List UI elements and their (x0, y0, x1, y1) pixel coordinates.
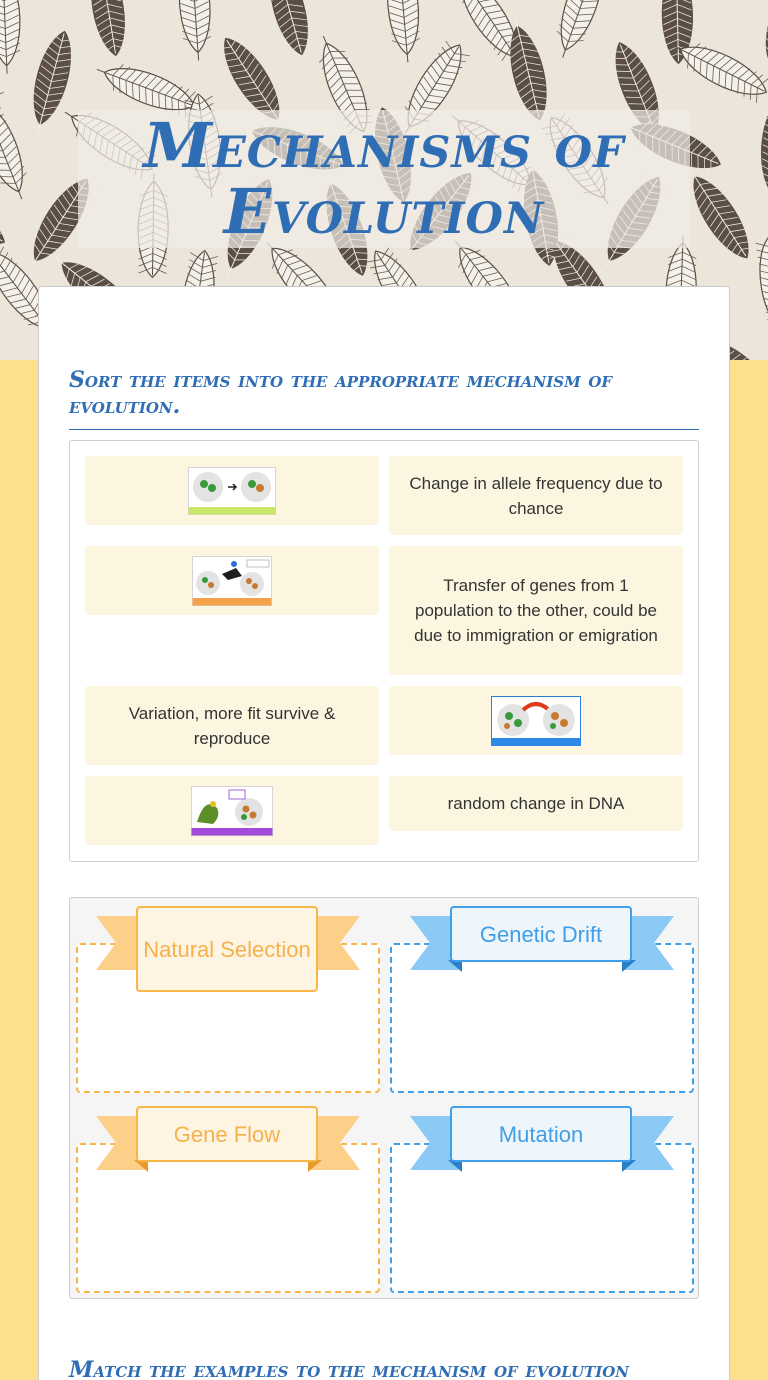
feather-shape (23, 28, 79, 136)
mutation-diagram-icon (188, 467, 276, 515)
draggable-item[interactable] (85, 776, 379, 845)
match-heading: Match the examples to the mechanism of evolution (69, 1357, 629, 1380)
feather-shape (753, 0, 768, 75)
worksheet (38, 286, 730, 1380)
category-label-genetic-drift: Genetic Drift (450, 906, 632, 962)
genetic-drift-diagram-icon (192, 556, 272, 606)
feather-shape (0, 97, 36, 205)
sort-categories-panel (69, 897, 699, 1299)
sort-heading: Sort the items into the appropriate mechanism of evolution. (69, 367, 613, 419)
category-label-mutation: Mutation (450, 1106, 632, 1162)
heading-divider (69, 429, 699, 430)
category-label-gene-flow: Gene Flow (136, 1106, 318, 1162)
feather-shape (260, 0, 317, 59)
draggable-item[interactable] (85, 456, 379, 525)
feather-shape (84, 0, 130, 58)
feather-shape (176, 0, 213, 61)
gene-flow-diagram-icon (491, 696, 581, 746)
feather-shape (759, 99, 768, 205)
item-text: Variation, more fit survive & reproduce (128, 703, 336, 748)
natural-selection-diagram-icon (191, 786, 273, 836)
item-text: Change in allele frequency due to chance (409, 473, 663, 518)
title-box (78, 110, 690, 248)
draggable-item[interactable] (389, 456, 683, 535)
item-text: Transfer of genes from 1 population to the other, could be due to immigration or emigration (414, 576, 658, 645)
feather-shape (384, 0, 423, 64)
category-label-natural-selection: Natural Selection (136, 906, 318, 992)
draggable-item[interactable] (389, 686, 683, 755)
item-text: random change in DNA (447, 794, 625, 813)
draggable-item[interactable] (85, 546, 379, 615)
page-title: Mechanisms of Evolution (143, 109, 625, 248)
sort-items-panel (69, 440, 699, 862)
feather-shape (0, 178, 12, 255)
feather-shape (754, 235, 768, 342)
feather-shape (0, 0, 22, 74)
draggable-item[interactable] (85, 686, 379, 765)
draggable-item[interactable] (389, 776, 683, 831)
draggable-item[interactable] (389, 546, 683, 675)
feather-shape (678, 162, 759, 266)
feather-shape (548, 0, 611, 63)
